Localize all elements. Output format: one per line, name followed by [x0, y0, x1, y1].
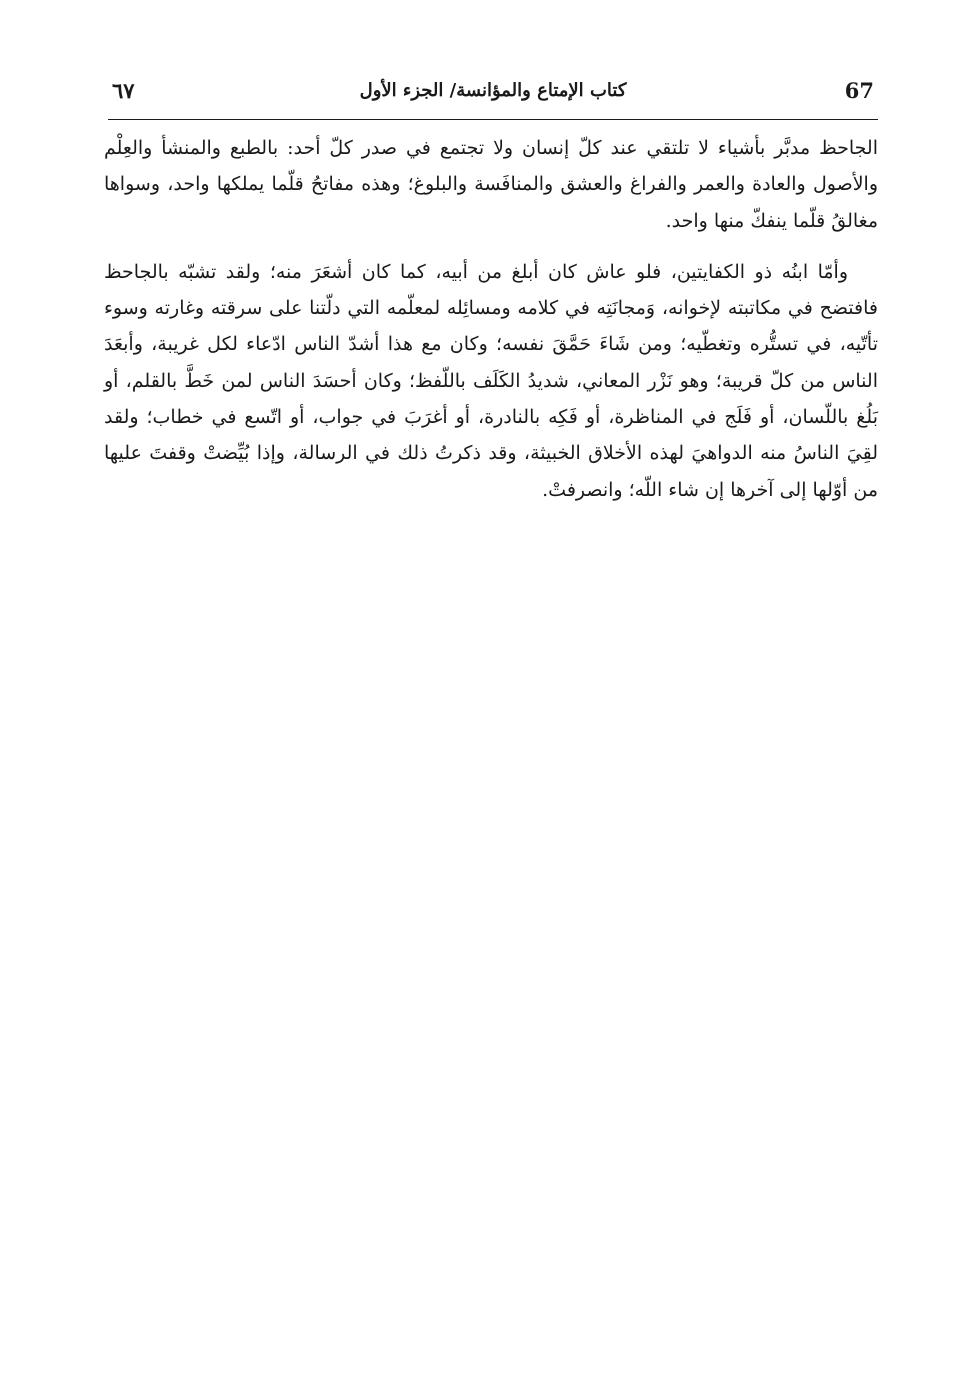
body-text — [104, 130, 878, 508]
page-number-arabic: ٦٧ — [112, 78, 135, 103]
page-number-latin: 67 — [844, 78, 874, 103]
page-header — [108, 76, 878, 112]
header-rule — [108, 119, 878, 120]
paragraph: الجاحظ مدبَّر بأشياء لا تلتقي عند كلّ إنسان ولا تجتمع في صدر كلّ أحد: بالطبع والمنشأ والعِلْم والأصول والعادة والعمر والفراغ والعشق والمنافَسة والبلوغ؛ وهذه مفاتحُ قلّما يملكها واحد، وسواها مغالقُ قلّما ينفكّ منها واحد. — [104, 137, 878, 232]
running-title: كتاب الإمتاع والمؤانسة/ الجزء الأول — [359, 80, 627, 101]
paragraph: وأمّا ابنُه ذو الكفايتين، فلو عاش كان أبلغ من أبيه، كما كان أشعَرَ منه؛ ولقد تشبّه بالجاحظ فافتضح في مكاتبته لإخوانه، وَمجانَتِه في كلامه ومسائِله لمعلّمه التي دلّتنا على سرقته وغارته وسوء تأتّيه، في تستُّره وتغطّيه؛ ومن شَاءَ حَمَّقَ نفسه؛ وكان مع هذا أشدّ الناس ادّعاء لكل غريبة، وأبعَدَ الناس من كلّ قريبة؛ وهو نَزْر المعاني، شديدُ الكَلَف باللّفظ؛ وكان أحسَدَ الناس لمن خَطَّ بالقلم، أو بَلُغ باللّسان، أو فَلَج في المناظرة، أو فَكِه بالنادرة، أو أغرَبَ في جواب، أو اتّسع في خطاب؛ ولقد لقِيَ الناسُ منه الدواهيَ لهذه الأخلاق الخبيثة، وقد ذكرتُ ذلك في الرسالة، وإذا بُيِّضتْ وقفتَ عليها من أوّلها إلى آخرها إن شاء اللّه؛ وانصرفتْ. — [104, 260, 878, 501]
